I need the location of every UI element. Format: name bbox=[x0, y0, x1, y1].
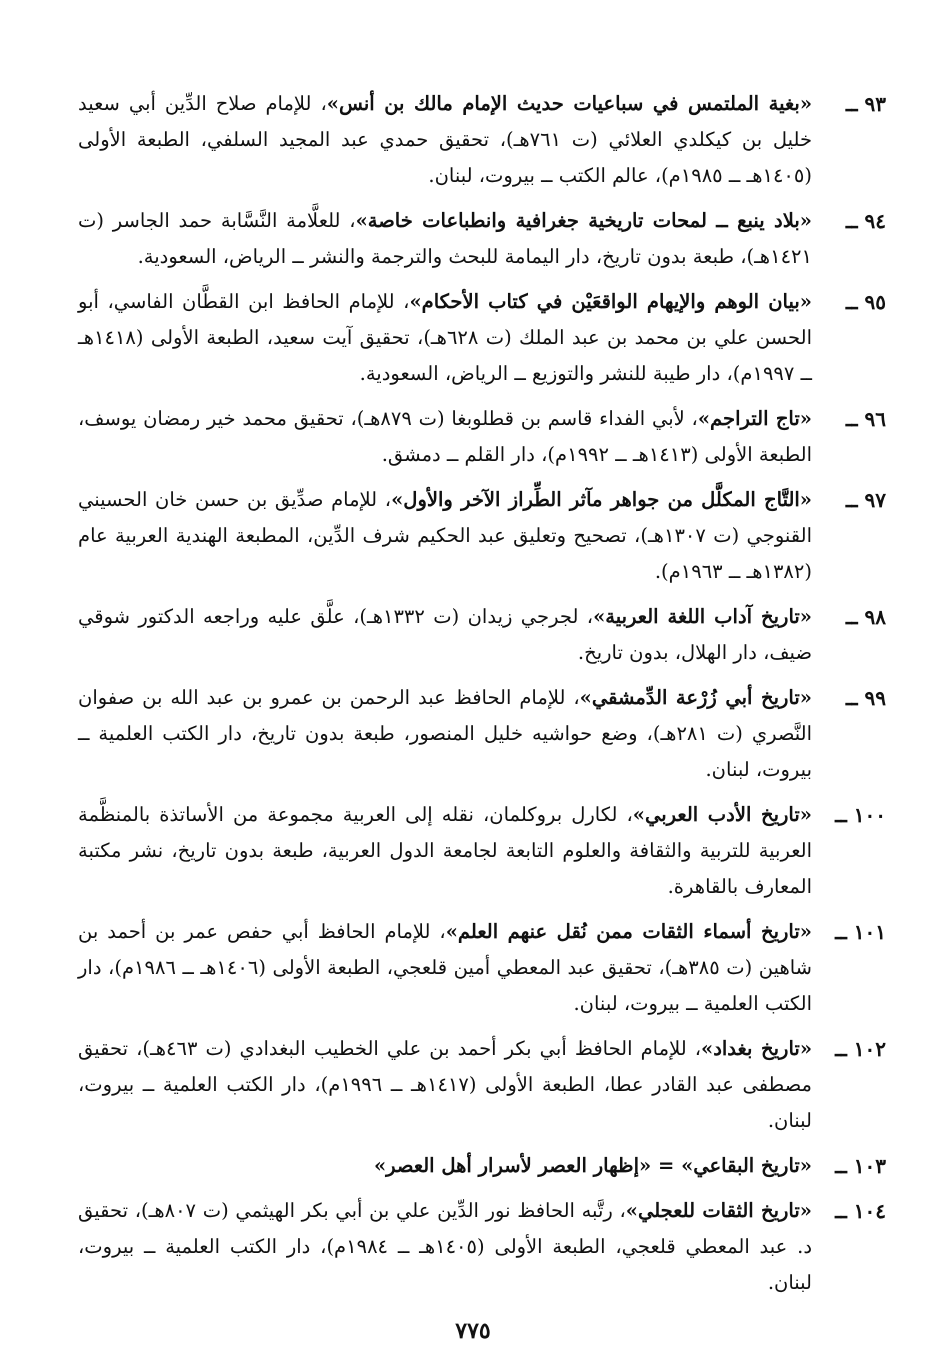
entry-number: ١٠٣ ــ bbox=[835, 1154, 886, 1178]
entry-details: ، لجرجي زيدان (ت ١٣٣٢هـ)، علَّق عليه وراجعه الدكتور شوقي ضيف، دار الهلال، بدون تاريخ. bbox=[78, 605, 812, 664]
entry-text bbox=[78, 914, 812, 1022]
entry-details: ، للإمام الحافظ عبد الرحمن بن عمرو بن عبد الله بن صفوان النَّصري (ت ٢٨١هـ)، وضع حواشيه خليل المنصور، طبعة بدون تاريخ، دار الكتب العلمية ــ بيروت، لبنان. bbox=[78, 686, 812, 781]
entry-text bbox=[78, 203, 812, 275]
entry-details: ، للإمام الحافظ ابن القطَّان الفاسي، أبو الحسن علي بن محمد بن عبد الملك (ت ٦٢٨هـ)، تحقيق آيت سعيد، الطبعة الأولى (١٤١٨هـ ــ ١٩٩٧م)، دار طيبة للنشر والتوزيع ــ الرياض، السعودية. bbox=[78, 290, 812, 385]
entry-title: «تاريخ أبي زُرْعة الدِّمشقي» bbox=[579, 686, 812, 709]
entry-number: ٩٨ ــ bbox=[845, 605, 886, 629]
entry-number: ٩٩ ــ bbox=[845, 686, 886, 710]
entry-details: ، للإمام الحافظ أبي حفص عمر بن أحمد بن شاهين (ت ٣٨٥هـ)، تحقيق عبد المعطي أمين قلعجي، الطبعة الأولى (١٤٠٦هـ ــ ١٩٨٦م)، دار الكتب العلمية ــ بيروت، لبنان. bbox=[78, 920, 813, 1015]
entry-number: ١٠٢ ــ bbox=[835, 1037, 886, 1061]
entry-text bbox=[78, 599, 812, 671]
entry-title: «بغية الملتمس في سباعيات حديث الإمام مالك بن أنس» bbox=[326, 92, 813, 115]
entry-number: ١٠٤ ــ bbox=[835, 1199, 886, 1223]
entry-title: «تاريخ الأدب العربي» bbox=[632, 803, 812, 826]
entry-title: «تاريخ الثقات للعجلي» bbox=[625, 1199, 812, 1222]
entry-text bbox=[78, 1148, 812, 1184]
entry-title: «بيان الوهم والإيهام الواقعَيْن في كتاب الأحكام» bbox=[409, 290, 812, 313]
entry-number: ١٠١ ــ bbox=[835, 920, 886, 944]
bibliography-entry bbox=[78, 1031, 886, 1139]
entry-text bbox=[78, 1193, 812, 1301]
entry-text bbox=[78, 797, 812, 905]
bibliography-entry bbox=[78, 599, 886, 671]
entry-number: ٩٤ ــ bbox=[845, 209, 886, 233]
entry-number: ٩٥ ــ bbox=[845, 290, 886, 314]
bibliography-entry bbox=[78, 86, 886, 194]
entry-text bbox=[78, 482, 812, 590]
entry-details: ، للعلَّامة النَّسَّابة حمد الجاسر (ت ١٤٢١هـ)، طبعة بدون تاريخ، دار اليمامة للبحث والترجمة والنشر ــ الرياض، السعودية. bbox=[78, 209, 812, 268]
bibliography-entry bbox=[78, 482, 886, 590]
entry-title: «التَّاج المكلَّل من جواهر مآثر الطِّراز الآخر والأول» bbox=[391, 488, 812, 511]
bibliography-entry bbox=[78, 284, 886, 392]
entry-title: «تاريخ البقاعي» = «إظهار العصر لأسرار أهل العصر» bbox=[373, 1154, 812, 1177]
entry-details: ، للإمام الحافظ أبي بكر أحمد بن علي الخطيب البغدادي (ت ٤٦٣هـ)، تحقيق مصطفى عبد القادر عطا، الطبعة الأولى (١٤١٧هـ ــ ١٩٩٦م)، دار الكتب العلمية ــ بيروت، لبنان. bbox=[78, 1037, 813, 1132]
bibliography-entry bbox=[78, 203, 886, 275]
entry-title: «تاريخ أسماء الثقات ممن نُقل عنهم العلم» bbox=[445, 920, 812, 943]
page-number: ٧٧٥ bbox=[455, 1318, 491, 1344]
bibliography-list bbox=[78, 86, 886, 1310]
bibliography-entry bbox=[78, 797, 886, 905]
entry-number: ٩٧ ــ bbox=[845, 488, 886, 512]
entry-number: ٩٦ ــ bbox=[845, 407, 886, 431]
entry-number: ١٠٠ ــ bbox=[835, 803, 886, 827]
entry-text bbox=[78, 1031, 812, 1139]
entry-details: ، رتَّبه الحافظ نور الدِّين علي بن أبي بكر الهيثمي (ت ٨٠٧هـ)، تحقيق د. عبد المعطي قلعجي، الطبعة الأولى (١٤٠٥هـ ــ ١٩٨٤م)، دار الكتب العلمية ــ بيروت، لبنان. bbox=[78, 1199, 813, 1294]
bibliography-entry bbox=[78, 914, 886, 1022]
entry-text bbox=[78, 86, 812, 194]
entry-title: «تاج التراجم» bbox=[697, 407, 812, 430]
entry-title: «بلاد ينبع ــ لمحات تاريخية جغرافية وانطباعات خاصة» bbox=[355, 209, 812, 232]
entry-number: ٩٣ ــ bbox=[845, 92, 886, 116]
entry-details: ، للإمام صلاح الدِّين أبي سعيد خليل بن كيكلدي العلائي (ت ٧٦١هـ)، تحقيق حمدي عبد المجيد السلفي، الطبعة الأولى (١٤٠٥هـ ــ ١٩٨٥م)، عالم الكتب ــ بيروت، لبنان. bbox=[78, 92, 812, 187]
entry-details: ، لكارل بروكلمان، نقله إلى العربية مجموعة من الأساتذة بالمنظَّمة العربية للتربية والثقافة والعلوم التابعة لجامعة الدول العربية، طبعة بدون تاريخ، نشر مكتبة المعارف بالقاهرة. bbox=[78, 803, 812, 898]
entry-details: ، لأبي الفداء قاسم بن قطلوبغا (ت ٨٧٩هـ)، تحقيق محمد خير رمضان يوسف، الطبعة الأولى (١٤١٣هـ ــ ١٩٩٢م)، دار القلم ــ دمشق. bbox=[78, 407, 812, 466]
bibliography-entry bbox=[78, 401, 886, 473]
bibliography-entry bbox=[78, 1193, 886, 1301]
entry-title: «تاريخ بغداد» bbox=[701, 1037, 813, 1060]
entry-title: «تاريخ آداب اللغة العربية» bbox=[593, 605, 812, 628]
entry-text bbox=[78, 284, 812, 392]
bibliography-entry bbox=[78, 680, 886, 788]
entry-text bbox=[78, 680, 812, 788]
entry-details: ، للإمام صدِّيق بن حسن خان الحسيني القنوجي (ت ١٣٠٧هـ)، تصحيح وتعليق عبد الحكيم شرف الدِّين، المطبعة الهندية العربية عام (١٣٨٢هـ ــ ١٩٦٣م). bbox=[78, 488, 812, 583]
entry-text bbox=[78, 401, 812, 473]
bibliography-entry bbox=[78, 1148, 886, 1184]
